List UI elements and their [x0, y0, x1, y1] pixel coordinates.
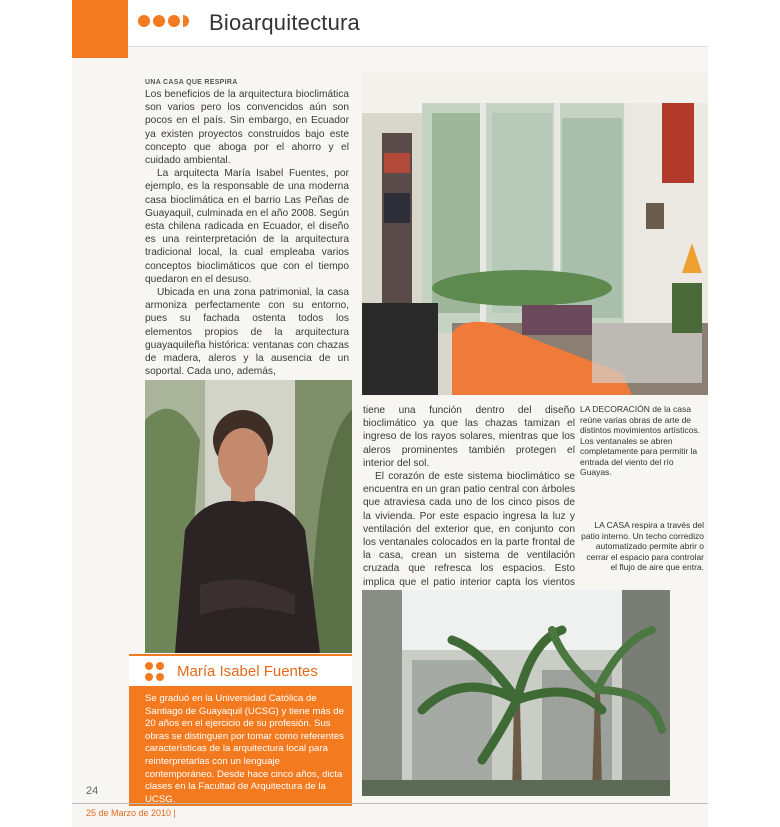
section-title: Bioarquitectura	[209, 10, 360, 35]
orange-tab	[72, 0, 128, 58]
architect-portrait-photo	[145, 380, 352, 653]
orange-dots-icon	[138, 14, 192, 32]
bio-name: María Isabel Fuentes	[177, 663, 318, 680]
orange-dots-icon	[145, 662, 165, 682]
article-kicker: UNA CASA QUE RESPIRA	[145, 79, 238, 86]
article-column-2	[363, 404, 575, 602]
magazine-page	[72, 0, 708, 827]
article-column-1	[145, 88, 349, 378]
bio-text: Se graduó en la Universidad Católica de Santiago de Guayaquil (UCSG) y tiene más de 20 años en el ejercicio de su profesión. Sus obras se distinguen por tomar como referentes características de la arquitectura local para reinterpretarlas con un lenguaje contemporáneo. Desde hace cinco años, dicta clases en la Facultad de Arquitectura de la UCSG.	[145, 693, 344, 805]
paragraph: La arquitecta María Isabel Fuentes, por ejemplo, es la responsable de una moderna casa bioclimática en el barrio Las Peñas de Guayaquil, culminada en el año 2008. Según esta chilena radicada en Ecuador, el diseño es una reinterpretación de la arquitectura tradicional local, la cual empleaba varios conceptos bioclimáticos que con el tiempo quedaron en el desuso.	[145, 168, 349, 285]
issue-date: 25 de Marzo de 2010 |	[86, 808, 176, 818]
photo-caption-patio: LA CASA respira a través del patio interno. Un techo corredizo automatizado permite abrir o cerrar el espacio para controlar el flujo de aire que entra.	[581, 520, 704, 572]
photo-caption-decoration: LA DECORACIÓN de la casa reúne varias obras de arte de distintos movimientos artísticos. Los ventanales se abren completamente para permitir la entrada del viento del río Guayas.	[580, 404, 700, 477]
paragraph: Ubicada en una zona patrimonial, la casa armoniza perfectamente con su entorno, pues su fachada ostenta todos los elementos propios de la arquitectura guayaquileña histórica: ventanas con chazas de madera, aleros y la ausencia de un soportal. Cada uno, además,	[145, 287, 349, 378]
paragraph: tiene una función dentro del diseño bioclimático ya que las chazas tamizan el ingreso de los rayos solares, mientras que los aleros prominentes también protegen el interior del sol.	[363, 405, 575, 469]
patio-palms-photo	[362, 590, 670, 796]
paragraph: El corazón de este sistema bioclimático se encuentra en un gran patio central con árboles que atraviesa cada uno de los cinco pisos de la vivienda. Por este espacio ingresa la luz y ventilación del exterior que, en conjunto con los ventanales colocados en la parte frontal de la casa, crean un sistema de ventilación cruzada que refresca los espacios. Esto implica que el patio interior capta los vientos	[363, 471, 575, 588]
paragraph: Los beneficios de la arquitectura bioclimática son varios pero los convencidos aún son pocos en el país. Sin embargo, en Ecuador ya existen proyectos construidos bajo este concepto que aboga por el ahorro y el cuidado ambiental.	[145, 89, 349, 167]
living-room-photo	[362, 73, 708, 395]
page-number: 24	[86, 785, 99, 797]
footer-divider	[72, 803, 708, 804]
bio-header	[129, 654, 352, 688]
